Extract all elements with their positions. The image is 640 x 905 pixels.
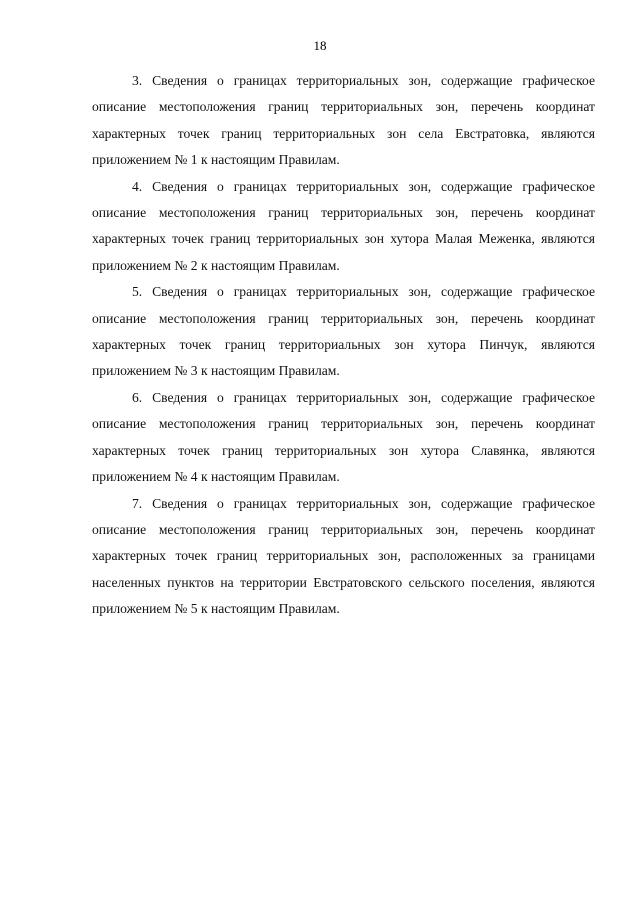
page-number: 18 bbox=[313, 38, 327, 53]
paragraph-3: 3. Сведения о границах территориальных зон, содержащие графическое описание местоположения границ территориальных зон, перечень координат характерных точек границ территориальных зон села Евстратовка, являются приложением № 1 к настоящим Правилам. bbox=[92, 73, 595, 168]
paragraph-6: 6. Сведения о границах территориальных зон, содержащие графическое описание местоположения границ территориальных зон, перечень координат характерных точек границ территориальных зон хутора Славянка, являются приложением № 4 к настоящим Правилам. bbox=[92, 389, 595, 485]
paragraph-5: 5. Сведения о границах территориальных зон, содержащие графическое описание местоположения границ территориальных зон, перечень координат характерных точек границ территориальных зон хутора Пинчук, являются приложением № 3 к настоящим Правилам. bbox=[92, 284, 595, 379]
paragraph-4: 4. Сведения о границах территориальных зон, содержащие графическое описание местоположения границ территориальных зон, перечень координат характерных точек границ территориальных зон хутора Малая Меженка, являются приложением № 2 к настоящим Правилам. bbox=[92, 178, 595, 273]
paragraph-7: 7. Сведения о границах территориальных зон, содержащие графическое описание местоположения границ территориальных зон, перечень координат характерных точек границ территориальных зон, расположенных за границами населенных пунктов на территории Евстратовского сельского поселения, являются приложением № 5 к настоящим Правилам. bbox=[92, 495, 595, 617]
document-body bbox=[92, 68, 595, 623]
